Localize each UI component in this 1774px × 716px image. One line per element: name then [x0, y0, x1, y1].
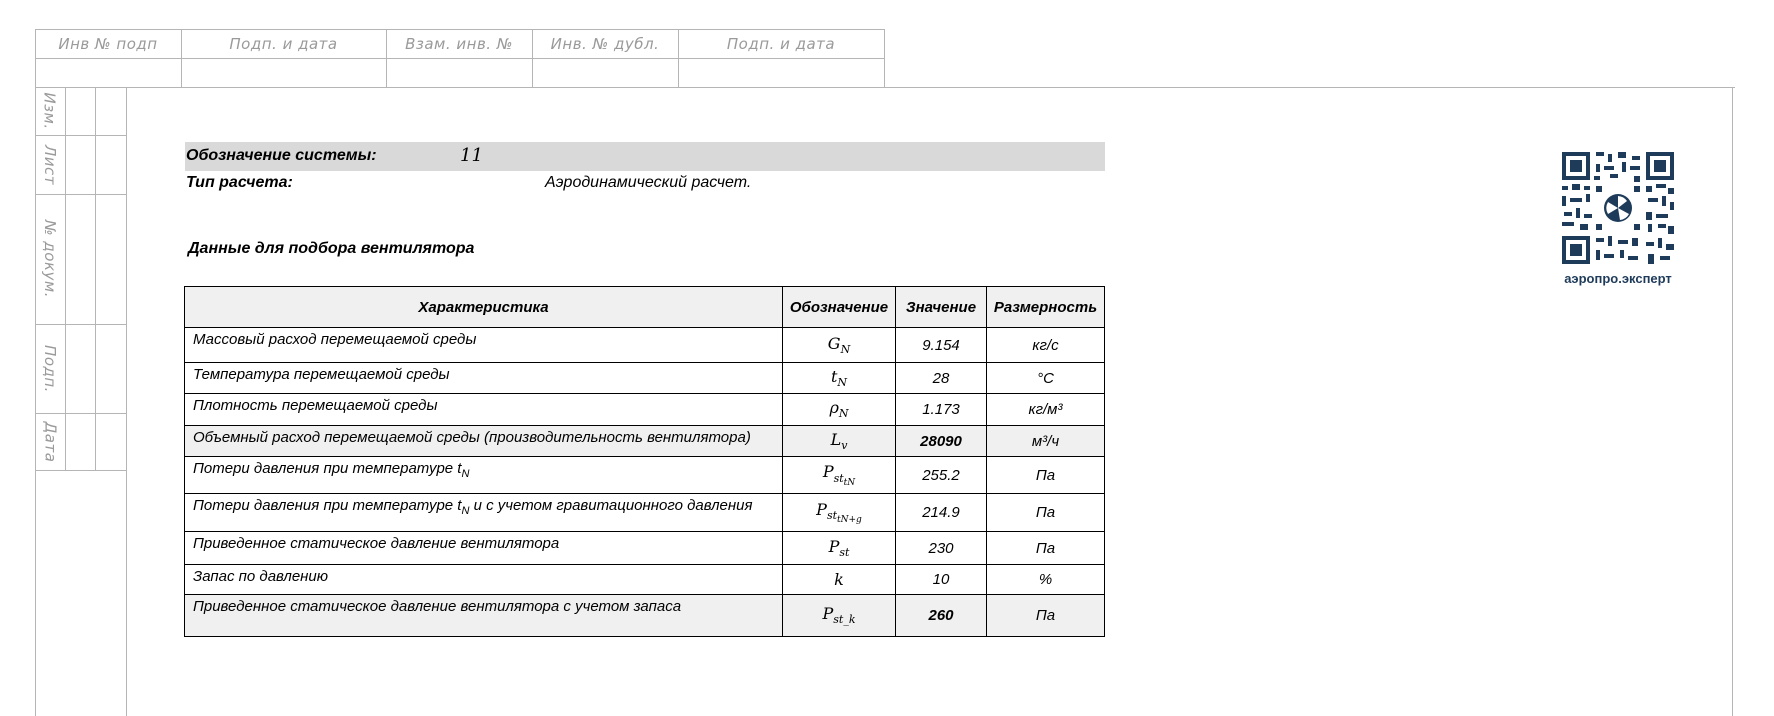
table-row	[185, 426, 1105, 457]
fan-parameters-table	[184, 286, 1105, 637]
row-name: Объемный расход перемещаемой среды (производительность вентилятора)	[185, 426, 783, 457]
side-label-data: Дата	[41, 421, 59, 462]
table-row	[185, 394, 1105, 426]
calc-type-value: Аэродинамический расчет.	[545, 174, 752, 191]
side-label-dokum: № докум.	[41, 220, 60, 298]
row-unit: м³/ч	[987, 426, 1105, 457]
table-row	[185, 494, 1105, 532]
row-name: Потери давления при температуре $t_N$	[185, 457, 783, 494]
row-symbol: $L_v$	[783, 426, 896, 457]
row-unit: Па	[987, 595, 1105, 637]
table-row	[185, 457, 1105, 494]
header-value: Значение	[896, 287, 987, 328]
row-symbol: $P_{st\_k}$	[783, 595, 896, 637]
row-unit: кг/с	[987, 328, 1105, 363]
row-name: Потери давления при температуре $t_N$ и с учетом гравитационного давления	[185, 494, 783, 532]
qr-code-logo	[1562, 152, 1674, 264]
row-value: 255.2	[896, 457, 987, 494]
row-value: 9.154	[896, 328, 987, 363]
row-value: 10	[896, 565, 987, 595]
header-unit: Размерность	[987, 287, 1105, 328]
table-row	[185, 565, 1105, 595]
row-unit: %	[987, 565, 1105, 595]
system-designation-label: Обозначение системы:	[186, 147, 377, 164]
row-unit: Па	[987, 457, 1105, 494]
row-symbol: $P_{st_{tN+g}}$	[783, 494, 896, 532]
stamp-header-inv-podp: Инв № подп	[58, 34, 158, 53]
table-row	[185, 532, 1105, 565]
row-name: Приведенное статическое давление вентилятора	[185, 532, 783, 565]
calc-type-label: Тип расчета:	[186, 174, 293, 191]
row-value: 230	[896, 532, 987, 565]
row-value: 214.9	[896, 494, 987, 532]
row-value: 260	[896, 595, 987, 637]
row-value: 28	[896, 363, 987, 394]
table-header-row	[185, 287, 1105, 328]
row-symbol: $\rho_N$	[783, 394, 896, 426]
row-unit: °C	[987, 363, 1105, 394]
row-value: 28090	[896, 426, 987, 457]
table-row	[185, 595, 1105, 637]
stamp-header-podp-data-2: Подп. и дата	[726, 34, 836, 53]
table-row	[185, 328, 1105, 363]
system-designation-value: 11	[460, 145, 483, 166]
row-unit: Па	[987, 494, 1105, 532]
stamp-header-vzam-inv: Взам. инв. №	[405, 34, 513, 53]
row-symbol: $P_{st}$	[783, 532, 896, 565]
row-symbol: $G_N$	[783, 328, 896, 363]
header-characteristic: Характеристика	[185, 287, 783, 328]
stamp-header-inv-dubl: Инв. № дубл.	[550, 34, 660, 53]
side-label-podp: Подп.	[41, 344, 59, 393]
row-name: Плотность перемещаемой среды	[185, 394, 783, 426]
side-label-izm: Изм.	[41, 92, 59, 130]
table-row	[185, 363, 1105, 394]
row-unit: кг/м³	[987, 394, 1105, 426]
stamp-header-podp-data: Подп. и дата	[229, 34, 338, 53]
section-title: Данные для подбора вентилятора	[188, 240, 475, 257]
row-symbol: k	[783, 565, 896, 595]
logo-caption: аэропро.эксперт	[1564, 271, 1672, 286]
row-symbol: $t_N$	[783, 363, 896, 394]
header-designation: Обозначение	[783, 287, 896, 328]
row-unit: Па	[987, 532, 1105, 565]
row-name: Температура перемещаемой среды	[185, 363, 783, 394]
row-name: Приведенное статическое давление вентилятора с учетом запаса	[185, 595, 783, 637]
row-symbol: $P_{st_{tN}}$	[783, 457, 896, 494]
row-value: 1.173	[896, 394, 987, 426]
side-label-list: Лист	[41, 144, 60, 185]
row-name: Запас по давлению	[185, 565, 783, 595]
row-name: Массовый расход перемещаемой среды	[185, 328, 783, 363]
